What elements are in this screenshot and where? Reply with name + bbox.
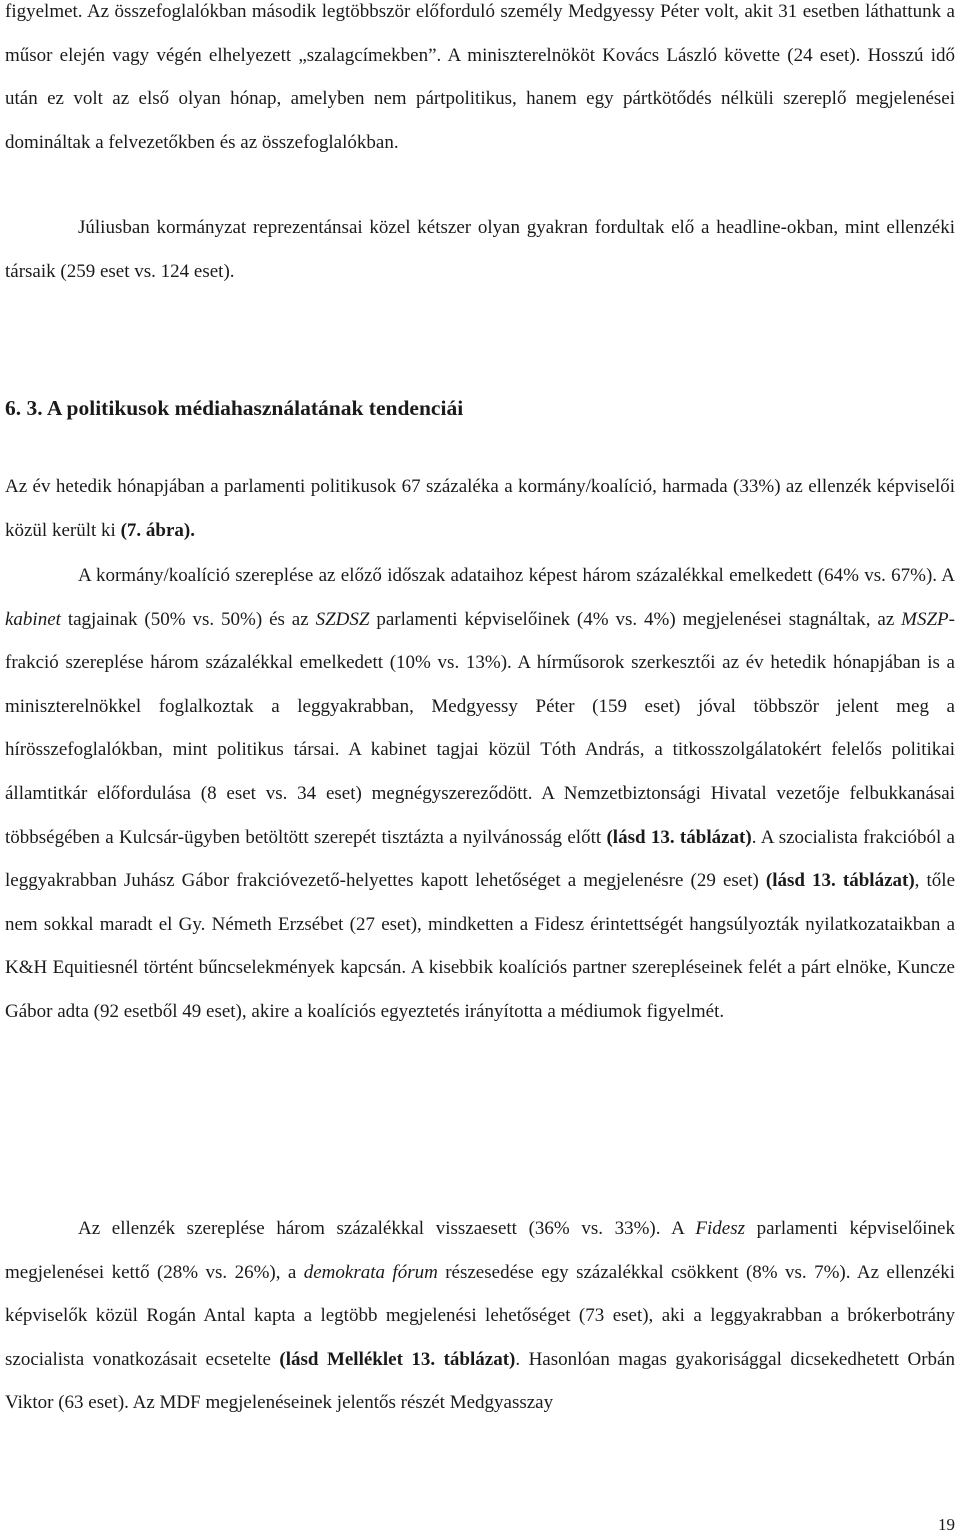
section-heading: 6. 3. A politikusok médiahasználatának tendenciái xyxy=(5,396,464,420)
paragraph-share xyxy=(5,465,955,552)
paragraph-continuation xyxy=(5,0,955,164)
body-paragraph: Az ellenzék szereplése három százalékkal visszaesett (36% vs. 33%). A Fidesz parlamenti képviselőinek megjelenései kettő (28% vs. 26%), a demokrata fórum részesedése egy százalékkal csökkent (8% vs. 7%). Az ellenzéki képviselők közül Rogán Antal kapta a legtöbb megjelenési lehetőséget (73 eset), aki a leggyakrabban a brókerbotrány szocialista vonatkozásait ecsetelte (lásd Melléklet 13. táblázat). Hasonlóan magas gyakorisággal dicsekedhetett Orbán Viktor (63 eset). Az MDF megjelenéseinek jelentős részét Medgyasszay xyxy=(5,1218,955,1414)
paragraph-coalition xyxy=(5,554,955,1034)
body-paragraph: Júliusban kormányzat reprezentánsai közel kétszer olyan gyakran fordultak elő a headline-okban, mint ellenzéki társaik (259 eset vs. 124 eset). xyxy=(5,217,955,282)
table-reference: (lásd 13. táblázat) xyxy=(606,826,752,848)
paragraph-opposition xyxy=(5,1207,955,1425)
body-paragraph: A kormány/koalíció szereplése az előző időszak adataihoz képest három százalékkal emelkedett (64% vs. 67%). A kabinet tagjainak (50% vs. 50%) és az SZDSZ parlamenti képviselőinek (4% vs. 4%) megjelenései stagnáltak, az MSZP-frakció szereplése három százalékkal emelkedett (10% vs. 13%). A hírműsorok szerkesztői az év hetedik hónapjában is a miniszterelnökkel foglalkoztak a leggyakrabban, Medgyessy Péter (159 eset) jóval többször jelent meg a hírösszefoglalókban, mint politikus társai. A kabinet tagjai közül Tóth András, a titkosszolgálatokért felelős politikai államtitkár előfordulása (8 eset vs. 34 eset) megnégyszereződött. A Nemzetbiztonsági Hivatal vezetője felbukkanásai többségében a Kulcsár-ügyben betöltött szerepét tisztázta a nyilvánosság előtt (lásd 13. táblázat). A szocialista frakcióból a leggyakrabban Juhász Gábor frakcióvezető-helyettes kapott lehetőséget a megjelenésre (29 eset) (lásd 13. táblázat), tőle nem sokkal maradt el Gy. Németh Erzsébet (27 eset), mindketten a Fidesz érintettségét hangsúlyozták nyilatkozataikban a K&H Equitiesnél történt bűncselekmények kapcsán. A kisebbik koalíciós partner szerepléseinek felét a párt elnöke, Kuncze Gábor adta (92 esetből 49 eset), akire a koalíciós egyeztetés irányította a médiumok figyelmét. xyxy=(5,565,956,1022)
paragraph-july-headlines xyxy=(5,206,955,293)
figure-reference: (7. ábra) xyxy=(120,519,191,541)
table-reference: (lásd 13. táblázat) xyxy=(765,870,915,892)
appendix-table-reference: (lásd Melléklet 13. táblázat) xyxy=(279,1348,516,1370)
body-paragraph: figyelmet. Az összefoglalókban második legtöbbször előforduló személy Medgyessy Péter volt, akit 31 esetben láthattunk a műsor elején vagy végén elhelyezett „szalagcímekben”. A miniszterelnököt Kovács László követte (24 eset). Hosszú idő után ez volt az első olyan hónap, amelyben nem pártpolitikus, hanem egy pártkötődés nélküli szereplő megjelenései domináltak a felvezetőkben és az összefoglalókban. xyxy=(5,1,955,153)
section-heading-block xyxy=(5,393,955,423)
page-number: 19 xyxy=(938,1515,955,1534)
body-paragraph: Az év hetedik hónapjában a parlamenti politikusok 67 százaléka a kormány/koalíció, harmada (33%) az ellenzék képviselői közül került ki (7. ábra). xyxy=(5,476,955,541)
